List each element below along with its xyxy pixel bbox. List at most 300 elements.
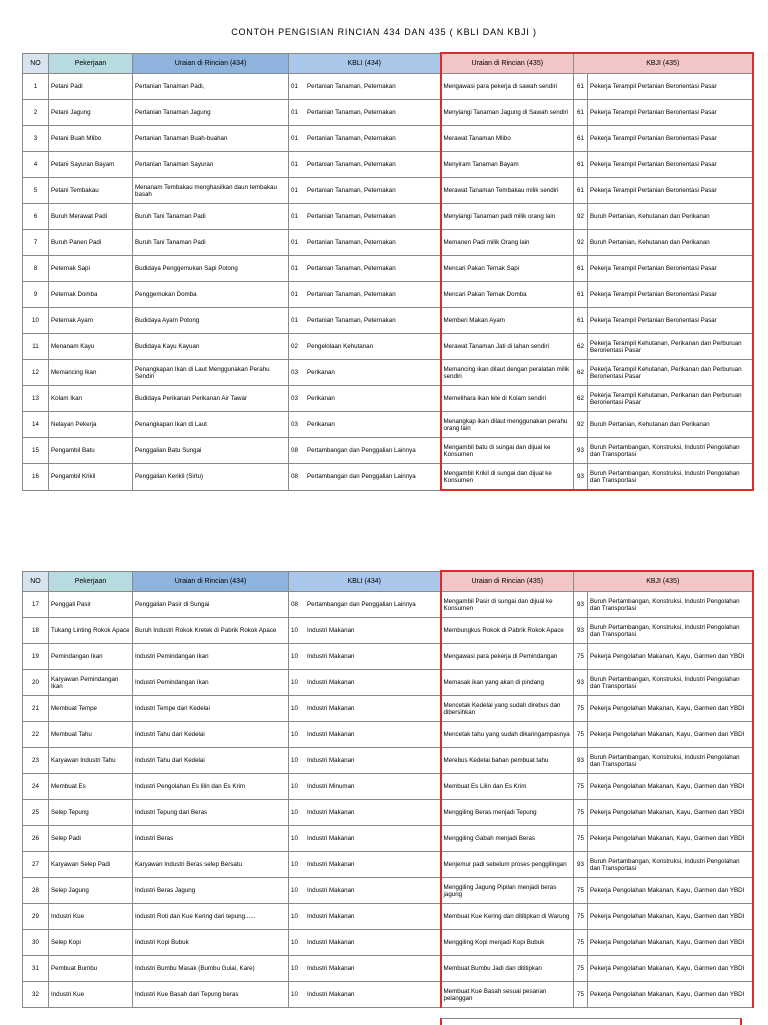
kbli-434-cell — [289, 618, 441, 644]
kbli-code: 10 — [291, 808, 298, 816]
pekerjaan-cell: Pengambil Batu — [49, 438, 133, 464]
uraian-435-cell: Memanen Padi milik Orang lain — [441, 230, 574, 256]
row-no: 11 — [23, 334, 49, 360]
kbji-code-cell: 61 — [574, 256, 588, 282]
kbji-desc-cell: Pekerja Pengolahan Makanan, Kayu, Garmen dan YBDI — [588, 774, 753, 800]
pekerjaan-cell: Pemindangan Ikan — [49, 644, 133, 670]
uraian-435-cell: Membuat Kue Kering dan dititipkan di Warung — [441, 904, 574, 930]
table-row — [23, 152, 753, 178]
kbli-434-cell — [289, 100, 441, 126]
row-no: 23 — [23, 748, 49, 774]
kbli-code: 10 — [291, 886, 298, 894]
table-row — [23, 334, 753, 360]
row-no: 29 — [23, 904, 49, 930]
kbli-desc: Pertanian Tanaman, Peternakan — [307, 108, 396, 116]
kbji-code-cell: 62 — [574, 386, 588, 412]
table-row — [23, 438, 753, 464]
uraian-435-cell: Memasak ikan yang akan di pindang — [441, 670, 574, 696]
kbli-code: 01 — [291, 186, 298, 194]
kbji-code-cell: 75 — [574, 826, 588, 852]
kbji-desc-cell: Pekerja Pengolahan Makanan, Kayu, Garmen dan YBDI — [588, 644, 753, 670]
kbli-desc: Pertanian Tanaman, Peternakan — [307, 212, 396, 220]
kbji-code-cell: 62 — [574, 360, 588, 386]
table-row — [23, 696, 753, 722]
uraian-435-cell: Merawat Tanaman Tembakau milik sendiri — [441, 178, 574, 204]
table-row — [23, 826, 753, 852]
kbli-desc: Pengelolaan Kehutanan — [307, 342, 374, 350]
pekerjaan-cell: Petani Jagung — [49, 100, 133, 126]
table-row — [23, 230, 753, 256]
kbli-code: 10 — [291, 912, 298, 920]
pekerjaan-cell: Membuat Tempe — [49, 696, 133, 722]
table-row — [23, 774, 753, 800]
uraian-434-cell: Industri Beras Jagung — [133, 878, 289, 904]
page-title: CONTOH PENGISIAN RINCIAN 434 DAN 435 ( KBLI DAN KBJI ) — [231, 27, 537, 37]
row-no: 21 — [23, 696, 49, 722]
kbji-desc-cell: Pekerja Terampil Pertanian Berorientasi Pasar — [588, 126, 753, 152]
pekerjaan-cell: Selep Padi — [49, 826, 133, 852]
kbli-434-cell — [289, 126, 441, 152]
uraian-434-cell: Penangkapan Ikan di Laut — [133, 412, 289, 438]
row-no: 6 — [23, 204, 49, 230]
uraian-435-cell: Membuat Kue Basah sesuai pesanan pelanggan — [441, 982, 574, 1008]
kbli-kbji-table-2 — [22, 570, 754, 1008]
kbli-434-cell — [289, 748, 441, 774]
uraian-435-cell: Memelihara ikan lele di Kolam sendiri — [441, 386, 574, 412]
uraian-435-cell: Menggiling Kopi menjadi Kopi Bubuk — [441, 930, 574, 956]
kbji-code-cell: 75 — [574, 930, 588, 956]
kbli-434-cell — [289, 670, 441, 696]
kbli-code: 10 — [291, 834, 298, 842]
kbji-desc-cell: Pekerja Terampil Pertanian Berorientasi Pasar — [588, 178, 753, 204]
kbji-desc-cell: Buruh Pertanian, Kehutanan dan Perikanan — [588, 204, 753, 230]
kbji-desc-cell: Pekerja Pengolahan Makanan, Kayu, Garmen dan YBDI — [588, 696, 753, 722]
uraian-435-cell: Memancing ikan dilaut dengan peralatan milik sendiri — [441, 360, 574, 386]
table-row — [23, 670, 753, 696]
kbli-code: 01 — [291, 264, 298, 272]
kbli-desc: Industri Makanan — [307, 860, 355, 868]
kbli-434-cell — [289, 152, 441, 178]
kbli-desc: Industri Makanan — [307, 626, 355, 634]
table-row — [23, 982, 753, 1008]
kbji-desc-cell: Pekerja Terampil Kehutanan, Perikanan dan Perburuan Berorientasi Pasar — [588, 360, 753, 386]
row-no: 10 — [23, 308, 49, 334]
kbji-code-cell: 75 — [574, 878, 588, 904]
row-no: 24 — [23, 774, 49, 800]
kbli-code: 10 — [291, 756, 298, 764]
uraian-434-cell: Industri Beras — [133, 826, 289, 852]
table-row — [23, 308, 753, 334]
kbli-desc: Industri Makanan — [307, 730, 355, 738]
row-no: 1 — [23, 74, 49, 100]
kbli-desc: Pertambangan dan Penggalian Lainnya — [307, 446, 416, 454]
kbli-434-cell — [289, 956, 441, 982]
kbli-code: 10 — [291, 704, 298, 712]
kbji-code-cell: 93 — [574, 670, 588, 696]
kbji-desc-cell: Buruh Pertanian, Kehutanan dan Perikanan — [588, 230, 753, 256]
kbli-code: 08 — [291, 600, 298, 608]
uraian-434-cell: Penggalian Batu Sungai — [133, 438, 289, 464]
kbli-desc: Industri Makanan — [307, 886, 355, 894]
pekerjaan-cell: Kolam Ikan — [49, 386, 133, 412]
row-no: 26 — [23, 826, 49, 852]
pekerjaan-cell: Membuat Tahu — [49, 722, 133, 748]
uraian-435-cell: Menggiling Beras menjadi Tepung — [441, 800, 574, 826]
kbli-434-cell — [289, 256, 441, 282]
pekerjaan-cell: Buruh Panen Padi — [49, 230, 133, 256]
uraian-434-cell: Industri Kopi Bubuk — [133, 930, 289, 956]
table-row — [23, 644, 753, 670]
uraian-434-cell: Buruh Tani Tanaman Padi — [133, 230, 289, 256]
header-pekerjaan: Pekerjaan — [49, 53, 133, 74]
kbji-desc-cell: Pekerja Pengolahan Makanan, Kayu, Garmen dan YBDI — [588, 956, 753, 982]
header-pekerjaan: Pekerjaan — [49, 571, 133, 592]
row-no: 13 — [23, 386, 49, 412]
kbji-code-cell: 61 — [574, 126, 588, 152]
kbli-desc: Pertanian Tanaman, Peternakan — [307, 290, 396, 298]
kbli-desc: Perikanan — [307, 420, 335, 428]
kbji-code-cell: 93 — [574, 592, 588, 618]
table-row — [23, 878, 753, 904]
kbli-desc: Perikanan — [307, 368, 335, 376]
uraian-434-cell: Buruh Tani Tanaman Padi — [133, 204, 289, 230]
table-row — [23, 930, 753, 956]
kbli-desc: Industri Minuman — [307, 782, 355, 790]
uraian-435-cell: Mencari Pakan Ternak Sapi — [441, 256, 574, 282]
row-no: 4 — [23, 152, 49, 178]
uraian-435-cell: Memberi Makan Ayam — [441, 308, 574, 334]
row-no: 28 — [23, 878, 49, 904]
header-kbli-434: KBLI (434) — [289, 53, 441, 74]
kbli-code: 01 — [291, 108, 298, 116]
header-row — [23, 53, 753, 74]
kbji-code-cell: 93 — [574, 464, 588, 491]
kbli-434-cell — [289, 74, 441, 100]
kbli-desc: Pertambangan dan Penggalian Lainnya — [307, 473, 416, 481]
uraian-435-cell: Menyiram Tanaman Bayam — [441, 152, 574, 178]
kbli-code: 03 — [291, 394, 298, 402]
header-row — [23, 571, 753, 592]
kbji-desc-cell: Pekerja Terampil Kehutanan, Perikanan dan Perburuan Berorientasi Pasar — [588, 386, 753, 412]
uraian-434-cell: Industri Roti dan Kue Kering dari tepung...... — [133, 904, 289, 930]
kbli-434-cell — [289, 230, 441, 256]
row-no: 15 — [23, 438, 49, 464]
uraian-434-cell: Industri Pemindangan Ikan — [133, 670, 289, 696]
kbli-434-cell — [289, 592, 441, 618]
kbji-desc-cell: Buruh Pertanian, Kehutanan dan Perikanan — [588, 412, 753, 438]
uraian-434-cell: Industri Tempe dari Kedelai — [133, 696, 289, 722]
kbji-code-cell: 61 — [574, 100, 588, 126]
kbji-code-cell: 62 — [574, 334, 588, 360]
uraian-434-cell: Buruh Industri Rokok Kretek di Pabrik Rokok Apace — [133, 618, 289, 644]
kbli-desc: Industri Makanan — [307, 756, 355, 764]
table-row — [23, 100, 753, 126]
row-no: 32 — [23, 982, 49, 1008]
uraian-434-cell: Pertanian Tanaman Padi, — [133, 74, 289, 100]
pekerjaan-cell: Selep Jagung — [49, 878, 133, 904]
pekerjaan-cell: Peternak Sapi — [49, 256, 133, 282]
kbli-code: 03 — [291, 420, 298, 428]
kbji-code-cell: 92 — [574, 412, 588, 438]
uraian-434-cell: Penangkapan Ikan di Laut Menggunakan Perahu Sendiri — [133, 360, 289, 386]
uraian-435-cell: Menyiangi Tanaman padi milik orang lain — [441, 204, 574, 230]
kbli-434-cell — [289, 438, 441, 464]
pekerjaan-cell: Karyawan Pemindangan Ikan — [49, 670, 133, 696]
kbji-code-cell: 93 — [574, 618, 588, 644]
uraian-434-cell: Industri Pengolahan Es lilin dan Es Krim — [133, 774, 289, 800]
kbji-desc-cell: Buruh Pertambangan, Konstruksi, Industri Pengolahan dan Transportasi — [588, 592, 753, 618]
kbji-desc-cell: Buruh Pertambangan, Konstruksi, Industri Pengolahan dan Transportasi — [588, 670, 753, 696]
kbli-code: 10 — [291, 964, 298, 972]
uraian-435-cell: Mengawasi para pekerja di Pemindangan — [441, 644, 574, 670]
uraian-435-cell: Menggiling Gabah menjadi Beras — [441, 826, 574, 852]
kbli-code: 01 — [291, 82, 298, 90]
kbji-desc-cell: Pekerja Terampil Pertanian Berorientasi Pasar — [588, 74, 753, 100]
uraian-435-cell: Menjemur padi sebelum proses penggilingan — [441, 852, 574, 878]
row-no: 8 — [23, 256, 49, 282]
pekerjaan-cell: Penggali Pasir — [49, 592, 133, 618]
kbji-desc-cell: Pekerja Terampil Pertanian Berorientasi Pasar — [588, 256, 753, 282]
pekerjaan-cell: Membuat Es — [49, 774, 133, 800]
row-no: 16 — [23, 464, 49, 491]
table-row — [23, 412, 753, 438]
kbli-434-cell — [289, 930, 441, 956]
row-no: 2 — [23, 100, 49, 126]
kbli-code: 10 — [291, 990, 298, 998]
header-no: NO — [23, 571, 49, 592]
kbli-desc: Industri Makanan — [307, 704, 355, 712]
kbji-desc-cell: Pekerja Terampil Pertanian Berorientasi Pasar — [588, 282, 753, 308]
table-row — [23, 178, 753, 204]
uraian-434-cell: Budidaya Perikanan Perikanan Air Tawar — [133, 386, 289, 412]
kbji-code-cell: 93 — [574, 748, 588, 774]
kbji-code-cell: 75 — [574, 982, 588, 1008]
kbji-code-cell: 61 — [574, 308, 588, 334]
kbli-434-cell — [289, 852, 441, 878]
table-row — [23, 204, 753, 230]
header-no: NO — [23, 53, 49, 74]
uraian-435-cell: Menangkap ikan dilaut menggunakan perahu orang lain — [441, 412, 574, 438]
kbli-desc: Pertanian Tanaman, Peternakan — [307, 160, 396, 168]
kbli-desc: Pertanian Tanaman, Peternakan — [307, 82, 396, 90]
uraian-434-cell: Budidaya Penggemukan Sapi Potong — [133, 256, 289, 282]
uraian-435-cell: Merawat Tanaman Mlibo — [441, 126, 574, 152]
row-no: 20 — [23, 670, 49, 696]
header-kbji-435: KBJI (435) — [574, 571, 753, 592]
kbji-code-cell: 61 — [574, 74, 588, 100]
kbli-code: 10 — [291, 678, 298, 686]
kbli-434-cell — [289, 644, 441, 670]
kbli-434-cell — [289, 360, 441, 386]
kbli-434-cell — [289, 204, 441, 230]
row-no: 14 — [23, 412, 49, 438]
table-row — [23, 282, 753, 308]
kbji-desc-cell: Pekerja Pengolahan Makanan, Kayu, Garmen dan YBDI — [588, 904, 753, 930]
header-kbji-435: KBJI (435) — [574, 53, 753, 74]
kbji-desc-cell: Pekerja Pengolahan Makanan, Kayu, Garmen dan YBDI — [588, 982, 753, 1008]
uraian-435-cell: Mencari Pakan Ternak Domba — [441, 282, 574, 308]
pekerjaan-cell: Memancing Ikan — [49, 360, 133, 386]
kbli-desc: Industri Makanan — [307, 938, 355, 946]
uraian-434-cell: Industri Tahu dari Kedelai — [133, 722, 289, 748]
uraian-434-cell: Menanam Tembakau menghasilkan daun tembakau basah — [133, 178, 289, 204]
kbli-code: 10 — [291, 626, 298, 634]
header-uraian-435: Uraian di Rincian (435) — [441, 53, 574, 74]
row-no: 3 — [23, 126, 49, 152]
pekerjaan-cell: Industri Kue — [49, 904, 133, 930]
kbji-desc-cell: Pekerja Pengolahan Makanan, Kayu, Garmen dan YBDI — [588, 878, 753, 904]
kbli-code: 01 — [291, 134, 298, 142]
row-no: 30 — [23, 930, 49, 956]
kbli-code: 08 — [291, 446, 298, 454]
pekerjaan-cell: Peternak Ayam — [49, 308, 133, 334]
kbli-434-cell — [289, 696, 441, 722]
kbji-code-cell: 75 — [574, 800, 588, 826]
kbli-desc: Pertanian Tanaman, Peternakan — [307, 316, 396, 324]
kbli-434-cell — [289, 178, 441, 204]
kbli-desc: Industri Makanan — [307, 808, 355, 816]
table-row — [23, 722, 753, 748]
kbli-desc: Industri Makanan — [307, 990, 355, 998]
kbli-code: 10 — [291, 860, 298, 868]
kbli-code: 01 — [291, 290, 298, 298]
row-no: 25 — [23, 800, 49, 826]
uraian-434-cell: Industri Pemindangan Ikan — [133, 644, 289, 670]
row-no: 31 — [23, 956, 49, 982]
uraian-434-cell: Penggalian Pasir di Sungai — [133, 592, 289, 618]
kbli-434-cell — [289, 412, 441, 438]
row-no: 18 — [23, 618, 49, 644]
kbji-desc-cell: Pekerja Terampil Pertanian Berorientasi Pasar — [588, 100, 753, 126]
kbli-code: 01 — [291, 238, 298, 246]
kbli-desc: Pertambangan dan Penggalian Lainnya — [307, 600, 416, 608]
kbji-desc-cell: Pekerja Terampil Pertanian Berorientasi Pasar — [588, 308, 753, 334]
kbli-code: 01 — [291, 212, 298, 220]
kbli-434-cell — [289, 722, 441, 748]
header-uraian-435: Uraian di Rincian (435) — [441, 571, 574, 592]
kbli-434-cell — [289, 878, 441, 904]
kbli-434-cell — [289, 282, 441, 308]
uraian-435-cell: Mencetak Kedelai yang sudah direbus dan dibersihkan — [441, 696, 574, 722]
kbli-434-cell — [289, 982, 441, 1008]
pekerjaan-cell: Tukang Linting Rokok Apace — [49, 618, 133, 644]
uraian-434-cell: Industri Tahu dari Kedelai — [133, 748, 289, 774]
table-row — [23, 800, 753, 826]
kbji-code-cell: 75 — [574, 774, 588, 800]
uraian-435-cell: Menyiangi Tanaman Jagung di Sawah sendiri — [441, 100, 574, 126]
table-row — [23, 386, 753, 412]
kbli-desc: Industri Makanan — [307, 652, 355, 660]
kbji-desc-cell: Pekerja Pengolahan Makanan, Kayu, Garmen dan YBDI — [588, 826, 753, 852]
kbji-code-cell: 92 — [574, 230, 588, 256]
pekerjaan-cell: Pengambil Krikil — [49, 464, 133, 491]
kbji-desc-cell: Pekerja Pengolahan Makanan, Kayu, Garmen dan YBDI — [588, 930, 753, 956]
kbli-desc: Pertanian Tanaman, Peternakan — [307, 134, 396, 142]
uraian-435-cell: Merebus Kedelai bahan pembuat tahu — [441, 748, 574, 774]
table-row — [23, 360, 753, 386]
pekerjaan-cell: Selep Kopi — [49, 930, 133, 956]
kbli-desc: Industri Makanan — [307, 678, 355, 686]
uraian-434-cell: Industri Tepung dari Beras — [133, 800, 289, 826]
kbji-desc-cell: Pekerja Terampil Kehutanan, Perikanan dan Perburuan Berorientasi Pasar — [588, 334, 753, 360]
uraian-435-cell: Membuat Bumbu Jadi dan dititipkan — [441, 956, 574, 982]
kbli-code: 01 — [291, 316, 298, 324]
row-no: 27 — [23, 852, 49, 878]
kbli-desc: Industri Makanan — [307, 912, 355, 920]
kbji-code-cell: 75 — [574, 696, 588, 722]
pekerjaan-cell: Industri Kue — [49, 982, 133, 1008]
kbji-desc-cell: Buruh Pertambangan, Konstruksi, Industri Pengolahan dan Transportasi — [588, 748, 753, 774]
uraian-435-cell: Mencetak tahu yang sudah dikaringampasnya — [441, 722, 574, 748]
kbji-desc-cell: Pekerja Terampil Pertanian Berorientasi Pasar — [588, 152, 753, 178]
kbli-code: 10 — [291, 730, 298, 738]
kbli-desc: Industri Makanan — [307, 834, 355, 842]
kbji-desc-cell: Buruh Pertambangan, Konstruksi, Industri Pengolahan dan Transportasi — [588, 464, 753, 491]
uraian-434-cell: Industri Bumbu Masak (Bumbu Gulai, Kare) — [133, 956, 289, 982]
table-row — [23, 618, 753, 644]
kbli-desc: Pertanian Tanaman, Peternakan — [307, 238, 396, 246]
kbli-code: 08 — [291, 473, 298, 481]
uraian-434-cell: Budidaya Ayam Potong — [133, 308, 289, 334]
kbli-code: 03 — [291, 368, 298, 376]
kbji-code-cell: 75 — [574, 722, 588, 748]
uraian-435-cell: Merawat Tanaman Jati di lahan sendiri — [441, 334, 574, 360]
header-kbli-434: KBLI (434) — [289, 571, 441, 592]
kbli-434-cell — [289, 464, 441, 491]
header-uraian-434: Uraian di Rincian (434) — [133, 571, 289, 592]
header-uraian-434: Uraian di Rincian (434) — [133, 53, 289, 74]
kbli-kbji-table-1 — [22, 52, 754, 491]
pekerjaan-cell: Nelayan Pekerja — [49, 412, 133, 438]
uraian-434-cell: Budidaya Kayu Kayuan — [133, 334, 289, 360]
kbji-desc-cell: Buruh Pertambangan, Konstruksi, Industri Pengolahan dan Transportasi — [588, 618, 753, 644]
row-no: 12 — [23, 360, 49, 386]
kbli-desc: Pertanian Tanaman, Peternakan — [307, 264, 396, 272]
kbji-code-cell: 75 — [574, 956, 588, 982]
pekerjaan-cell: Pembuat Bumbu — [49, 956, 133, 982]
row-no: 22 — [23, 722, 49, 748]
row-no: 7 — [23, 230, 49, 256]
pekerjaan-cell: Petani Sayuran Bayam — [49, 152, 133, 178]
uraian-435-cell: Mengawasi para pekerja di sawah sendiri — [441, 74, 574, 100]
kbli-code: 01 — [291, 160, 298, 168]
kbli-desc: Perikanan — [307, 394, 335, 402]
table-row — [23, 256, 753, 282]
pekerjaan-cell: Karyawan Selep Padi — [49, 852, 133, 878]
pekerjaan-cell: Menanam Kayu — [49, 334, 133, 360]
kbli-434-cell — [289, 904, 441, 930]
kbji-desc-cell: Pekerja Pengolahan Makanan, Kayu, Garmen dan YBDI — [588, 722, 753, 748]
table-row — [23, 592, 753, 618]
table-row — [23, 126, 753, 152]
table-row — [23, 904, 753, 930]
kbli-desc: Industri Makanan — [307, 964, 355, 972]
pekerjaan-cell: Buruh Merawat Padi — [49, 204, 133, 230]
kbli-desc: Pertanian Tanaman, Peternakan — [307, 186, 396, 194]
uraian-434-cell: Pertanian Tanaman Sayuran — [133, 152, 289, 178]
kbji-code-cell: 75 — [574, 904, 588, 930]
uraian-434-cell: Pertanian Tanaman Jagung — [133, 100, 289, 126]
row-no: 17 — [23, 592, 49, 618]
pekerjaan-cell: Peternak Domba — [49, 282, 133, 308]
pekerjaan-cell: Petani Padi — [49, 74, 133, 100]
uraian-434-cell: Pertanian Tanaman Buah-buahan — [133, 126, 289, 152]
kbji-code-cell: 61 — [574, 282, 588, 308]
kbji-desc-cell: Buruh Pertambangan, Konstruksi, Industri Pengolahan dan Transportasi — [588, 438, 753, 464]
kbji-code-cell: 93 — [574, 852, 588, 878]
kbli-434-cell — [289, 800, 441, 826]
pekerjaan-cell: Karyawan Industri Tahu — [49, 748, 133, 774]
